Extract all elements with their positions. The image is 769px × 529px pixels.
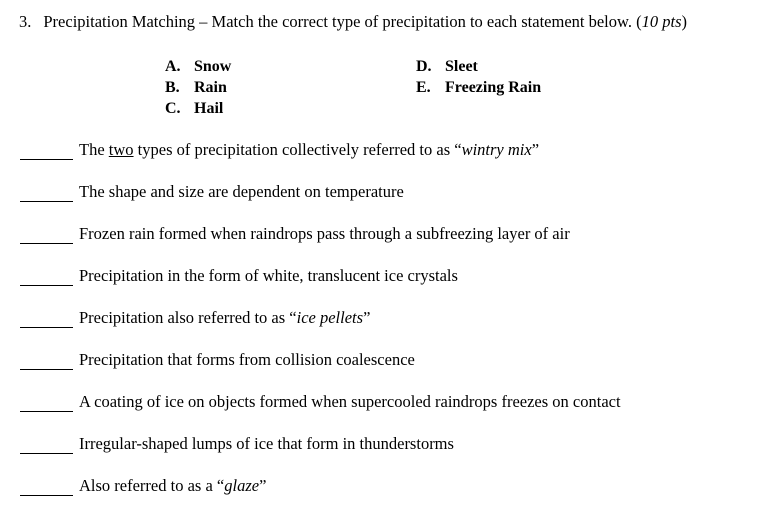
answer-blank[interactable] xyxy=(20,224,73,244)
answer-blank[interactable] xyxy=(20,140,73,160)
answer-blank[interactable] xyxy=(20,308,73,328)
question-header xyxy=(19,12,687,32)
question-points-close: ) xyxy=(681,12,687,31)
matching-item xyxy=(20,308,760,350)
choice-label: Rain xyxy=(194,79,227,96)
choice-letter: D. xyxy=(416,58,432,75)
choice-label: Freezing Rain xyxy=(445,79,542,96)
item-statement: A coating of ice on objects formed when supercooled raindrops freezes on contact xyxy=(79,392,621,411)
matching-item xyxy=(20,182,760,224)
choice-letter: A. xyxy=(165,58,181,75)
item-statement: Also referred to as a “glaze” xyxy=(79,476,267,495)
item-statement: The shape and size are dependent on temperature xyxy=(79,182,404,201)
item-statement: The two types of precipitation collectively referred to as “wintry mix” xyxy=(79,140,540,159)
question-number: 3. xyxy=(19,12,32,31)
matching-item xyxy=(20,392,760,434)
matching-item xyxy=(20,434,760,476)
matching-item xyxy=(20,224,760,266)
item-statement: Precipitation that forms from collision coalescence xyxy=(79,350,415,369)
choice-letter: E. xyxy=(416,79,431,96)
answer-blank[interactable] xyxy=(20,350,73,370)
item-statement: Precipitation in the form of white, translucent ice crystals xyxy=(79,266,458,285)
choice-b xyxy=(165,77,231,98)
answer-blank[interactable] xyxy=(20,266,73,286)
choice-letter: B. xyxy=(165,79,180,96)
matching-item xyxy=(20,350,760,392)
matching-items xyxy=(20,140,760,518)
choice-label: Snow xyxy=(194,58,232,75)
item-statement: Precipitation also referred to as “ice pellets” xyxy=(79,308,371,327)
matching-item xyxy=(20,140,760,182)
choice-e xyxy=(416,77,541,98)
choice-label: Sleet xyxy=(445,58,478,75)
matching-item xyxy=(20,266,760,308)
choice-d xyxy=(416,56,541,77)
question-text: Precipitation Matching – Match the correct type of precipitation to each statement below. ( xyxy=(43,12,642,31)
choice-label: Hail xyxy=(194,100,224,117)
question-points: 10 pts xyxy=(641,12,682,31)
matching-item xyxy=(20,476,760,518)
choice-list-left xyxy=(165,56,231,119)
choice-letter: C. xyxy=(165,100,181,117)
choice-a xyxy=(165,56,231,77)
choice-list-right xyxy=(416,56,541,98)
answer-blank[interactable] xyxy=(20,476,73,496)
answer-blank[interactable] xyxy=(20,392,73,412)
answer-blank[interactable] xyxy=(20,434,73,454)
item-statement: Irregular-shaped lumps of ice that form in thunderstorms xyxy=(79,434,454,453)
item-statement: Frozen rain formed when raindrops pass through a subfreezing layer of air xyxy=(79,224,570,243)
answer-blank[interactable] xyxy=(20,182,73,202)
choice-c xyxy=(165,98,231,119)
